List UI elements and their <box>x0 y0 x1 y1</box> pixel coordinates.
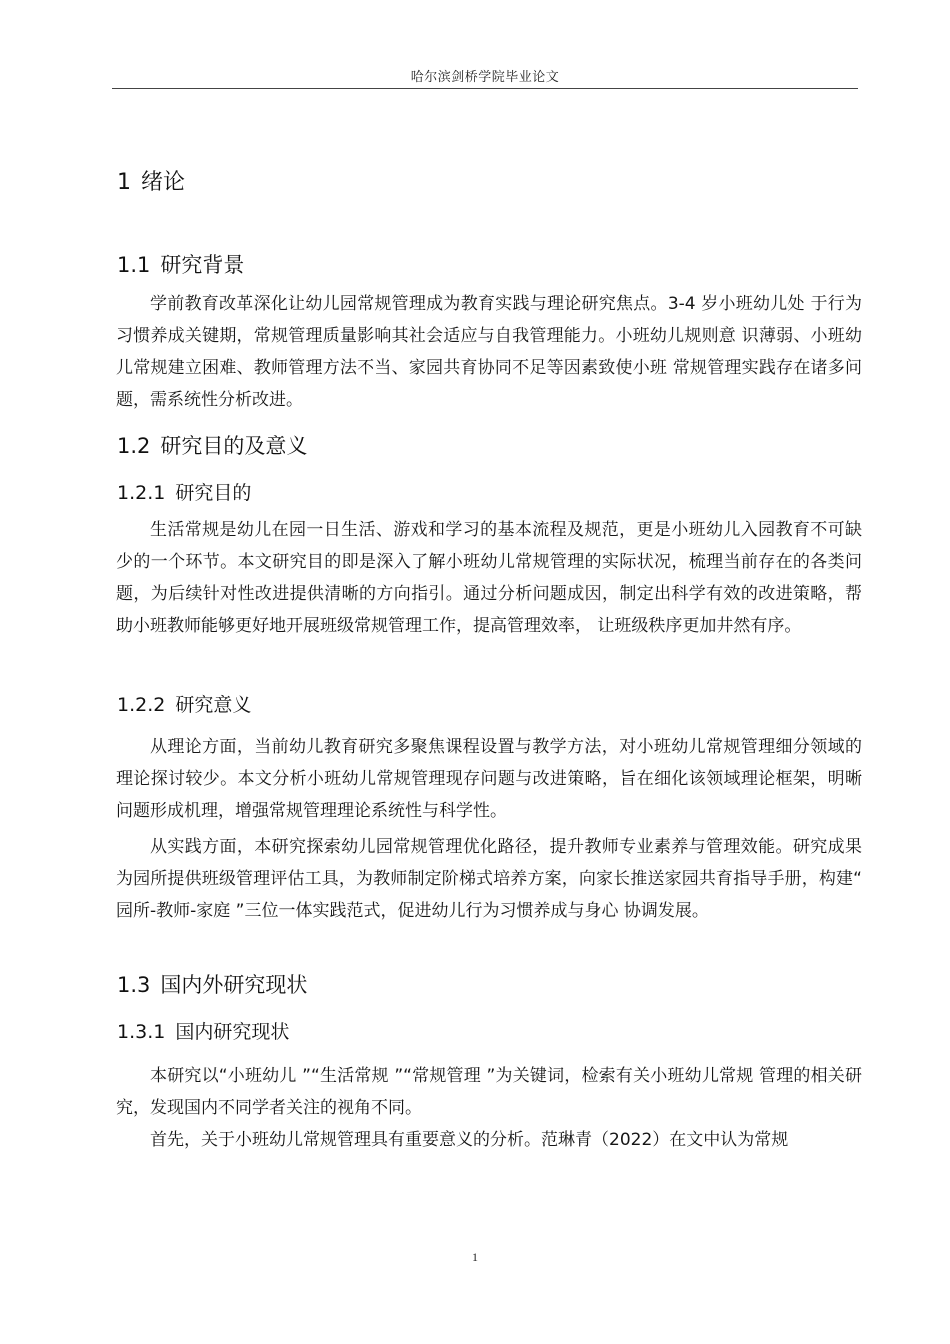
chapter-number: 1 <box>117 170 131 195</box>
section-number: 1.3 <box>117 973 151 997</box>
paragraph-practical-significance: 从实践方面，本研究探索幼儿园常规管理优化路径，提升教师专业素养与管理效能。研究成果为园所提供班级管理评估工具，为教师制定阶梯式培养方案，向家长推送家园共育指导手册，构建“ 园所-教师-家庭 ”三位一体实践范式，促进幼儿行为习惯养成与身心 协调发展。 <box>116 837 862 921</box>
subsection-heading-1-2-2 <box>117 690 251 717</box>
section-title: 国内外研究现状 <box>160 973 308 997</box>
subsection-number: 1.2.2 <box>117 694 166 716</box>
subsection-title: 国内研究现状 <box>175 1021 290 1043</box>
section-number: 1.2 <box>117 434 151 458</box>
paragraph-domestic-research-cont: 首先，关于小班幼儿常规管理具有重要意义的分析。范琳青（2022）在文中认为常规 <box>150 1130 789 1150</box>
page-number: 1 <box>472 1250 478 1264</box>
subsection-heading-1-3-1 <box>117 1017 289 1044</box>
subsection-number: 1.3.1 <box>117 1021 166 1043</box>
paragraph-domestic-research: 本研究以“小班幼儿 ”“生活常规 ”“常规管理 ”为关键词，检索有关小班幼儿常规 管理的相关研究，发现国内不同学者关注的视角不同。 <box>116 1066 862 1118</box>
subsection-title: 研究意义 <box>175 694 252 716</box>
section-title: 研究目的及意义 <box>160 434 308 458</box>
section-number: 1.1 <box>117 253 151 277</box>
section-title: 研究背景 <box>160 253 245 277</box>
chapter-title: 绪论 <box>141 170 186 195</box>
subsection-heading-1-2-1 <box>117 478 251 505</box>
subsection-title: 研究目的 <box>175 482 252 504</box>
running-header: 哈尔滨剑桥学院毕业论文 <box>410 70 560 85</box>
section-heading-1-3 <box>117 969 307 999</box>
header-rule <box>112 88 858 89</box>
subsection-number: 1.2.1 <box>117 482 166 504</box>
paragraph-research-purpose: 生活常规是幼儿在园一日生活、游戏和学习的基本流程及规范，更是小班幼儿入园教育不可缺少的一个环节。本文研究目的即是深入了解小班幼儿常规管理的实际状况，梳理当前存在的各类问题，为后续针对性改进提供清晰的方向指引。通过分析问题成因，制定出科学有效的改进策略，帮助小班教师能够更好地开展班级常规管理工作，提高管理效率， 让班级秩序更加井然有序。 <box>116 520 862 636</box>
paragraph-research-background: 学前教育改革深化让幼儿园常规管理成为教育实践与理论研究焦点。3-4 岁小班幼儿处 于行为习惯养成关键期，常规管理质量影响其社会适应与自我管理能力。小班幼儿规则意 识薄弱、小班幼儿常规建立困难、教师管理方法不当、家园共育协同不足等因素致使小班 常规管理实践存在诸多问题，需系统性分析改进。 <box>116 294 862 410</box>
chapter-heading <box>117 165 185 196</box>
section-heading-1-1 <box>117 249 244 279</box>
paragraph-theoretical-significance: 从理论方面，当前幼儿教育研究多聚焦课程设置与教学方法，对小班幼儿常规管理细分领域的理论探讨较少。本文分析小班幼儿常规管理现存问题与改进策略，旨在细化该领域理论框架，明晰问题形成机理，增强常规管理理论系统性与科学性。 <box>116 737 862 821</box>
section-heading-1-2 <box>117 430 307 460</box>
